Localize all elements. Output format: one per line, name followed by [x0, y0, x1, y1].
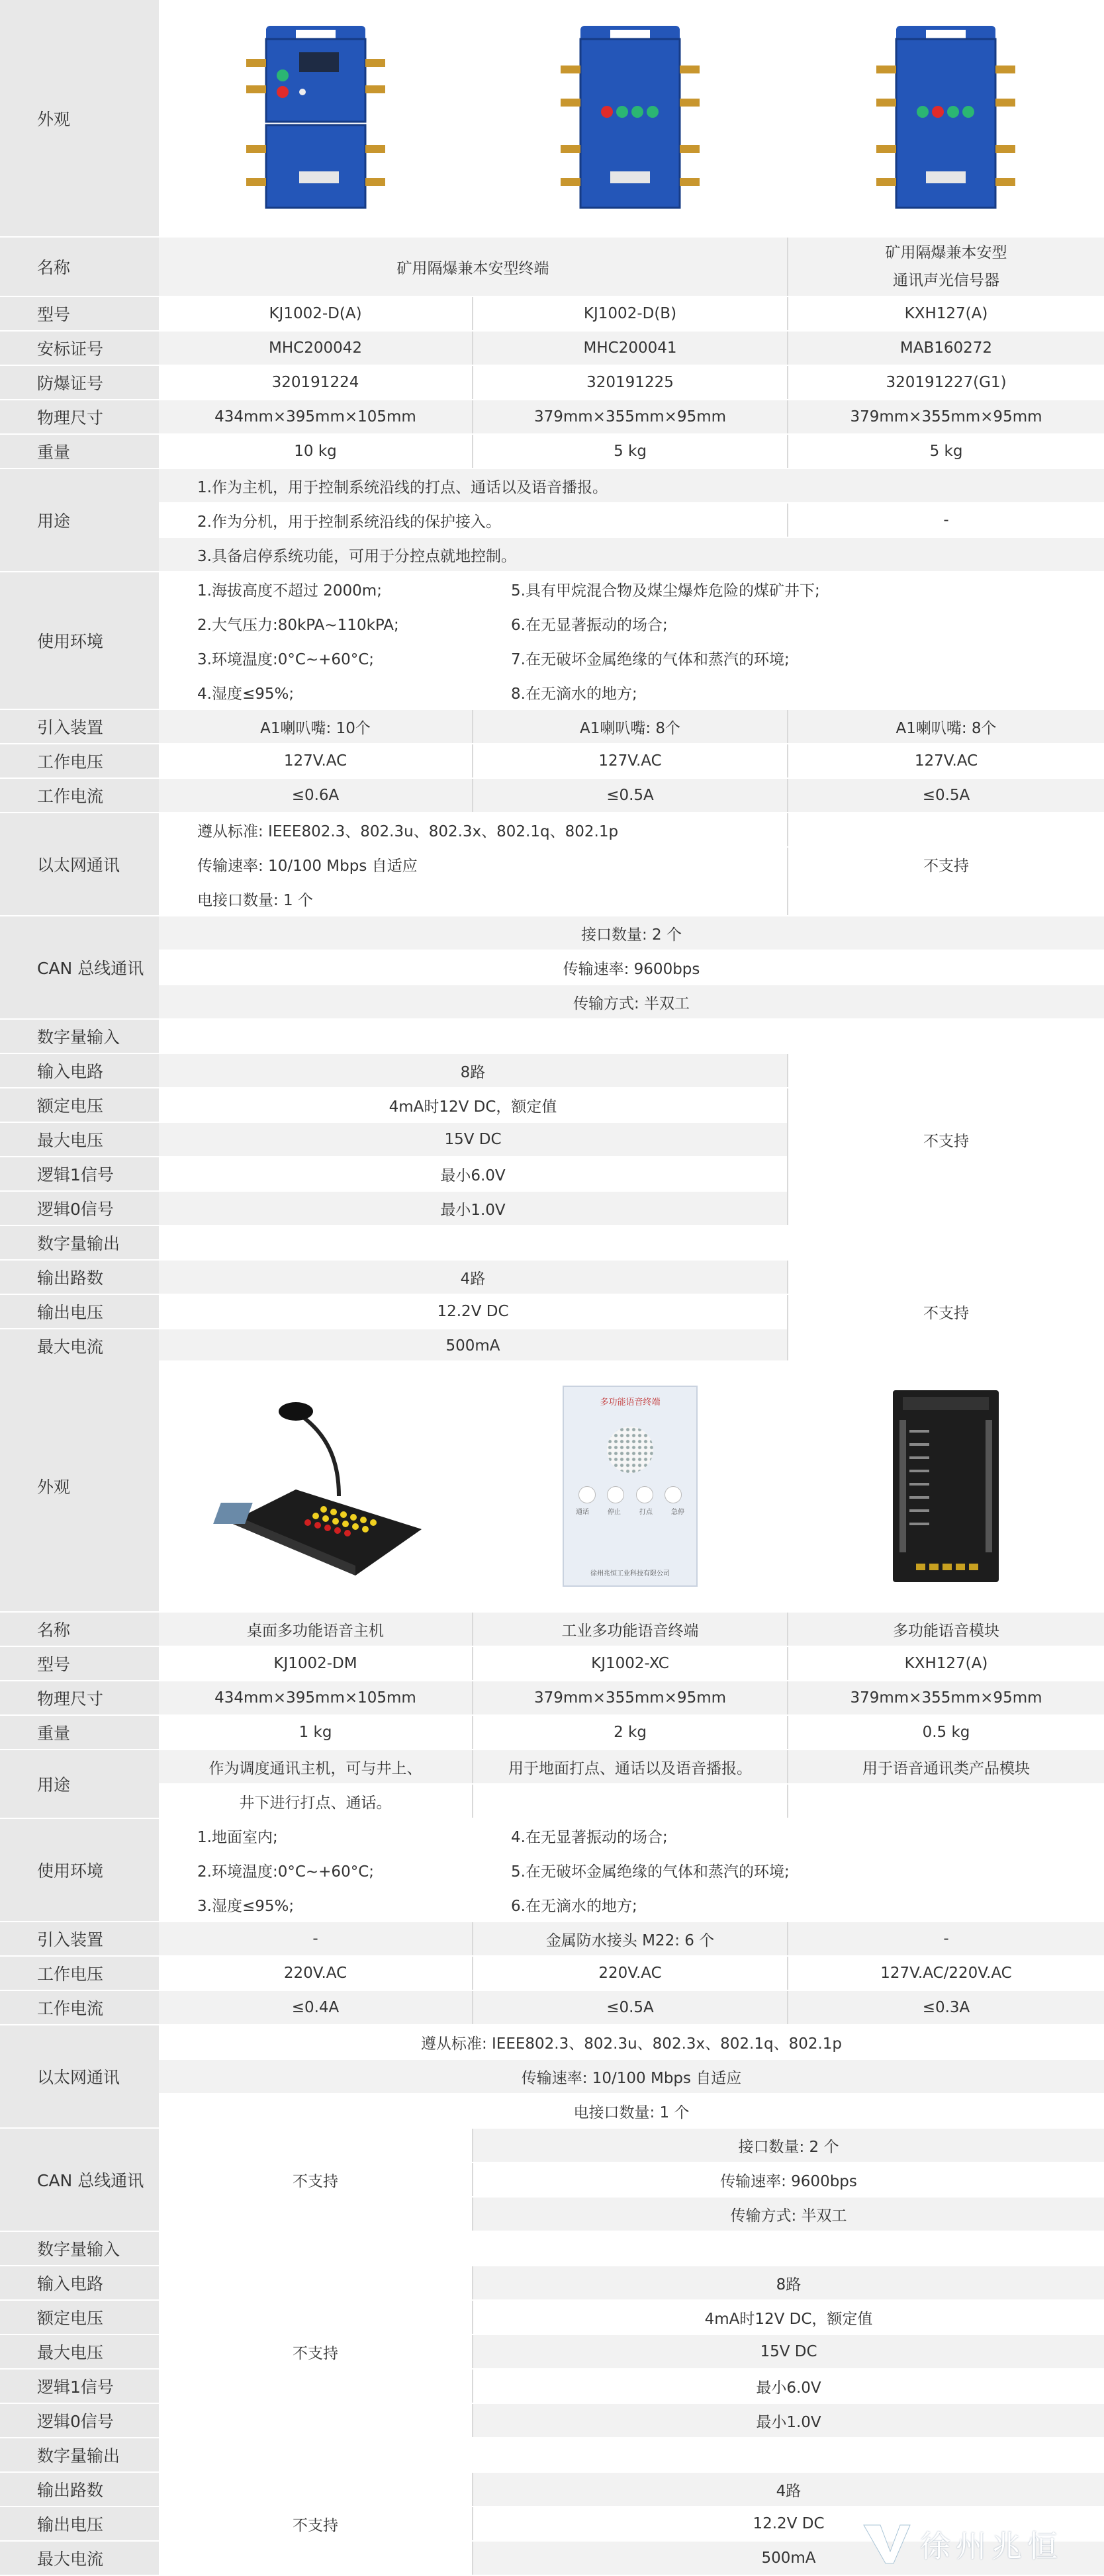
panel-button-icon: [636, 1486, 653, 1503]
row-label: 输出路数: [0, 1260, 159, 1294]
row-label: 用途: [0, 1750, 159, 1818]
cell: ≤0.5A: [788, 778, 1104, 813]
row-label: 逻辑0信号: [0, 1191, 159, 1225]
cell: 不支持: [788, 1053, 1104, 1225]
row-label: 最大电压: [0, 1122, 159, 1157]
cell: KJ1002-D(A): [159, 296, 473, 331]
cell: 6.在无显著振动的场合;: [473, 606, 1104, 641]
row-label: 输出电压: [0, 1294, 159, 1329]
model-row: [0, 296, 1104, 331]
env-row: [0, 606, 1104, 641]
cell: MHC200042: [159, 331, 473, 365]
cell: 传输方式: 半双工: [159, 985, 1104, 1019]
cell: [159, 2438, 1104, 2472]
cell: 127V.AC/220V.AC: [788, 1956, 1104, 1990]
panel-button-label: 急停: [671, 1508, 684, 1516]
section-label: 数字量输入: [0, 1019, 159, 1053]
cell: 接口数量: 2 个: [473, 2128, 1104, 2162]
cell: -: [159, 1922, 473, 1956]
cell: 不支持: [788, 1260, 1104, 1363]
cell: 工业多功能语音终端: [473, 1612, 788, 1646]
device-photo-a: [159, 1360, 473, 1612]
cell: 3.湿度≤95%;: [159, 1887, 473, 1922]
usage-row: [0, 537, 1104, 572]
eth-row: [0, 2094, 1104, 2128]
cell: ≤0.5A: [473, 1990, 788, 2025]
row-label: 重量: [0, 1715, 159, 1750]
usage-row: [0, 1750, 1104, 1784]
row-label: 重量: [0, 434, 159, 468]
cell: 金属防水接头 M22: 6 个: [473, 1922, 788, 1956]
row-label: 使用环境: [0, 572, 159, 709]
row-label: 引入装置: [0, 1922, 159, 1956]
section-label: 数字量输出: [0, 2438, 159, 2472]
cell: 220V.AC: [473, 1956, 788, 1990]
row-label: 引入装置: [0, 709, 159, 744]
cell: 不支持: [788, 813, 1104, 916]
cell: KJ1002-D(B): [473, 296, 788, 331]
cell: 1.地面室内;: [159, 1818, 473, 1853]
section-label: 数字量输出: [0, 1225, 159, 1260]
appearance-row: [0, 0, 1104, 237]
panel-button-icon: [578, 1486, 596, 1503]
weight-row: [0, 434, 1104, 468]
row-label: 物理尺寸: [0, 1681, 159, 1715]
current-row: [0, 778, 1104, 813]
cell: 500mA: [159, 1329, 788, 1363]
cell: 8.在无滴水的地方;: [473, 675, 1104, 709]
env-row: [0, 675, 1104, 709]
eth-row: [0, 813, 1104, 847]
current-row: [0, 1990, 1104, 2025]
inlet-row: [0, 709, 1104, 744]
row-label: 逻辑1信号: [0, 1157, 159, 1191]
row-label: 安标证号: [0, 331, 159, 365]
logo-text: 徐州兆恒: [920, 2528, 1063, 2564]
cell: 434mm×395mm×105mm: [159, 1681, 473, 1715]
cell: 不支持: [159, 2266, 473, 2438]
weight-row: [0, 1715, 1104, 1750]
voice-module-icon: [890, 1390, 1002, 1582]
row-label: 名称: [0, 1612, 159, 1646]
usage-row: [0, 503, 1104, 537]
cell: 220V.AC: [159, 1956, 473, 1990]
cell: 127V.AC: [159, 744, 473, 778]
cell: 434mm×395mm×105mm: [159, 400, 473, 434]
cell: 传输速率: 10/100 Mbps 自适应: [159, 2059, 1104, 2094]
cell: 1.海拔高度不超过 2000m;: [159, 572, 473, 606]
panel-button-icon: [665, 1486, 682, 1503]
cell: 379mm×355mm×95mm: [473, 400, 788, 434]
cell: 电接口数量: 1 个: [159, 881, 788, 916]
cell: 遵从标准: IEEE802.3、802.3u、802.3x、802.1q、802.1p: [159, 813, 788, 847]
cell: 最小6.0V: [159, 1157, 788, 1191]
cell: 5.在无破坏金属绝缘的气体和蒸汽的环境;: [473, 1853, 1104, 1887]
row-label: 型号: [0, 296, 159, 331]
cell: ≤0.6A: [159, 778, 473, 813]
dout-section-row: [0, 1225, 1104, 1260]
cell: 320191224: [159, 365, 473, 400]
cell: [788, 237, 1104, 296]
dout-row: [0, 2472, 1104, 2507]
voice-terminal-panel: [563, 1386, 698, 1587]
cell: 2 kg: [473, 1715, 788, 1750]
row-label: 工作电流: [0, 1990, 159, 2025]
desk-voice-host-icon: [203, 1397, 428, 1576]
cell: 多功能语音模块: [788, 1612, 1104, 1646]
cell: 127V.AC: [788, 744, 1104, 778]
can-row: [0, 950, 1104, 985]
cell: 接口数量: 2 个: [159, 916, 1104, 950]
cell: A1喇叭嘴: 10个: [159, 709, 473, 744]
signal-device-icon: [870, 26, 1022, 211]
cell: 8路: [159, 1053, 788, 1088]
cell: 127V.AC: [473, 744, 788, 778]
cell: 0.5 kg: [788, 1715, 1104, 1750]
cell: 5 kg: [473, 434, 788, 468]
panel-title: 多功能语音终端: [600, 1397, 661, 1407]
env-row: [0, 1887, 1104, 1922]
cell: 2.环境温度:0°C~+60°C;: [159, 1853, 473, 1887]
cell: 井下进行打点、通话。: [159, 1784, 473, 1818]
cell: 3.环境温度:0°C~+60°C;: [159, 641, 473, 675]
cell: KJ1002-XC: [473, 1646, 788, 1681]
row-label: 额定电压: [0, 2300, 159, 2334]
row-label: 工作电压: [0, 1956, 159, 1990]
cell-line: 矿用隔爆兼本安型: [885, 244, 1007, 261]
env-row: [0, 572, 1104, 606]
cell: 不支持: [159, 2128, 473, 2231]
cell: 320191227(G1): [788, 365, 1104, 400]
row-label: 名称: [0, 237, 159, 296]
row-label: 最大电流: [0, 1329, 159, 1363]
cell: 7.在无破坏金属绝缘的气体和蒸汽的环境;: [473, 641, 1104, 675]
cell: 4mA时12V DC，额定值: [473, 2300, 1104, 2334]
env-row: [0, 1853, 1104, 1887]
row-label: 以太网通讯: [0, 813, 159, 916]
din-section-row: [0, 2231, 1104, 2266]
inlet-row: [0, 1922, 1104, 1956]
cell: 8路: [473, 2266, 1104, 2300]
voltage-row: [0, 744, 1104, 778]
device-photo-c: [788, 1360, 1104, 1612]
panel-buttons: [578, 1486, 682, 1503]
row-label: 工作电压: [0, 744, 159, 778]
cell: [159, 1225, 1104, 1260]
cell: 4路: [159, 1260, 788, 1294]
cell: 5.具有甲烷混合物及煤尘爆炸危险的煤矿井下;: [473, 572, 1104, 606]
cell-line: 通讯声光信号器: [893, 272, 999, 289]
cell: 15V DC: [473, 2334, 1104, 2369]
row-label: 输出电压: [0, 2507, 159, 2541]
panel-button-label: 停止: [608, 1508, 621, 1516]
cell: 4.在无显著振动的场合;: [473, 1818, 1104, 1853]
din-section-row: [0, 1019, 1104, 1053]
cert-row: [0, 331, 1104, 365]
appearance-label: 外观: [0, 1360, 159, 1612]
speaker-grille-icon: [607, 1427, 653, 1473]
explosion-proof-terminal-icon: [240, 26, 392, 211]
size-row: [0, 1681, 1104, 1715]
panel-button-label: 通话: [576, 1508, 589, 1516]
name-row: [0, 1612, 1104, 1646]
din-row: [0, 2266, 1104, 2300]
row-label: CAN 总线通讯: [0, 916, 159, 1019]
cell: 用于地面打点、通话以及语音播报。: [473, 1750, 788, 1784]
cell: 4路: [473, 2472, 1104, 2507]
panel-button-labels: [576, 1506, 684, 1516]
cell: 桌面多功能语音主机: [159, 1612, 473, 1646]
device-photo-b: [473, 1360, 788, 1612]
din-row: [0, 1053, 1104, 1088]
cell: 遵从标准: IEEE802.3、802.3u、802.3x、802.1q、802.1p: [159, 2025, 1104, 2059]
cell: 传输速率: 9600bps: [159, 950, 1104, 985]
logo-mark-icon: [860, 2518, 913, 2565]
spec-table-2: [0, 1360, 1104, 2576]
cell: A1喇叭嘴: 8个: [788, 709, 1104, 744]
usage-row: [0, 1784, 1104, 1818]
model-row: [0, 1646, 1104, 1681]
explosion-proof-terminal-icon: [554, 26, 706, 211]
env-row: [0, 1818, 1104, 1853]
cell: 矿用隔爆兼本安型终端: [159, 237, 788, 296]
can-row: [0, 985, 1104, 1019]
cell: 最小1.0V: [473, 2403, 1104, 2438]
cell: 320191225: [473, 365, 788, 400]
row-label: 逻辑0信号: [0, 2403, 159, 2438]
cell: 3.具备启停系统功能，可用于分控点就地控制。: [159, 537, 1104, 572]
cell: 2.作为分机，用于控制系统沿线的保护接入。: [159, 503, 788, 537]
row-label: CAN 总线通讯: [0, 2128, 159, 2231]
cell: KXH127(A): [788, 296, 1104, 331]
cell: 最小6.0V: [473, 2369, 1104, 2403]
cell: 15V DC: [159, 1122, 788, 1157]
eth-row: [0, 2025, 1104, 2059]
cell: KXH127(A): [788, 1646, 1104, 1681]
device-photo-a: [159, 0, 473, 237]
cell: 379mm×355mm×95mm: [788, 1681, 1104, 1715]
cell: MAB160272: [788, 331, 1104, 365]
row-label: 以太网通讯: [0, 2025, 159, 2128]
row-label: 输入电路: [0, 2266, 159, 2300]
cell: 10 kg: [159, 434, 473, 468]
cell: 5 kg: [788, 434, 1104, 468]
can-row: [0, 2128, 1104, 2162]
row-label: 用途: [0, 468, 159, 572]
cell: 12.2V DC: [473, 2507, 1104, 2541]
row-label: 逻辑1信号: [0, 2369, 159, 2403]
name-row: [0, 237, 1104, 296]
cell: 1.作为主机，用于控制系统沿线的打点、通话以及语音播报。: [159, 468, 1104, 503]
cell: KJ1002-DM: [159, 1646, 473, 1681]
row-label: 额定电压: [0, 1088, 159, 1122]
cell: 379mm×355mm×95mm: [473, 1681, 788, 1715]
cell: 传输速率: 10/100 Mbps 自适应: [159, 847, 788, 881]
appearance-label: 外观: [0, 0, 159, 237]
dout-row: [0, 1260, 1104, 1294]
exproof-row: [0, 365, 1104, 400]
section-label: 数字量输入: [0, 2231, 159, 2266]
cell: MHC200041: [473, 331, 788, 365]
usage-row: [0, 468, 1104, 503]
device-photo-c: [788, 0, 1104, 237]
panel-button-icon: [607, 1486, 624, 1503]
cell: 500mA: [473, 2541, 1104, 2575]
row-label: 物理尺寸: [0, 400, 159, 434]
cell: 6.在无滴水的地方;: [473, 1887, 1104, 1922]
row-label: 工作电流: [0, 778, 159, 813]
cell: 传输速率: 9600bps: [473, 2162, 1104, 2197]
cell: ≤0.5A: [473, 778, 788, 813]
eth-row: [0, 2059, 1104, 2094]
panel-button-label: 打点: [639, 1508, 653, 1516]
can-row: [0, 916, 1104, 950]
cell: 作为调度通讯主机，可与井上、: [159, 1750, 473, 1784]
cell: [159, 1019, 1104, 1053]
cell: 电接口数量: 1 个: [159, 2094, 1104, 2128]
env-row: [0, 641, 1104, 675]
appearance-row: [0, 1360, 1104, 1612]
cell: 2.大气压力:80kPA~110kPA;: [159, 606, 473, 641]
cell: -: [788, 1922, 1104, 1956]
panel-footer: 徐州兆恒工业科技有限公司: [590, 1570, 670, 1577]
device-photo-b: [473, 0, 788, 237]
cell: 4mA时12V DC，额定值: [159, 1088, 788, 1122]
cell: 379mm×355mm×95mm: [788, 400, 1104, 434]
row-label: 输入电路: [0, 1053, 159, 1088]
cell: 4.湿度≤95%;: [159, 675, 473, 709]
cell: [473, 1784, 788, 1818]
cell: 用于语音通讯类产品模块: [788, 1750, 1104, 1784]
cell: ≤0.3A: [788, 1990, 1104, 2025]
cell: -: [788, 503, 1104, 537]
cell: A1喇叭嘴: 8个: [473, 709, 788, 744]
voltage-row: [0, 1956, 1104, 1990]
cell: 不支持: [159, 2472, 473, 2575]
cell: 传输方式: 半双工: [473, 2197, 1104, 2231]
size-row: [0, 400, 1104, 434]
cell: [159, 2231, 1104, 2266]
row-label: 使用环境: [0, 1818, 159, 1922]
row-label: 输出路数: [0, 2472, 159, 2507]
cell: 12.2V DC: [159, 1294, 788, 1329]
cell: ≤0.4A: [159, 1990, 473, 2025]
row-label: 最大电流: [0, 2541, 159, 2575]
row-label: 型号: [0, 1646, 159, 1681]
company-logo: [860, 2514, 1079, 2567]
cell: 最小1.0V: [159, 1191, 788, 1225]
dout-section-row: [0, 2438, 1104, 2472]
cell: 1 kg: [159, 1715, 473, 1750]
row-label: 防爆证号: [0, 365, 159, 400]
cell: [788, 1784, 1104, 1818]
row-label: 最大电压: [0, 2334, 159, 2369]
